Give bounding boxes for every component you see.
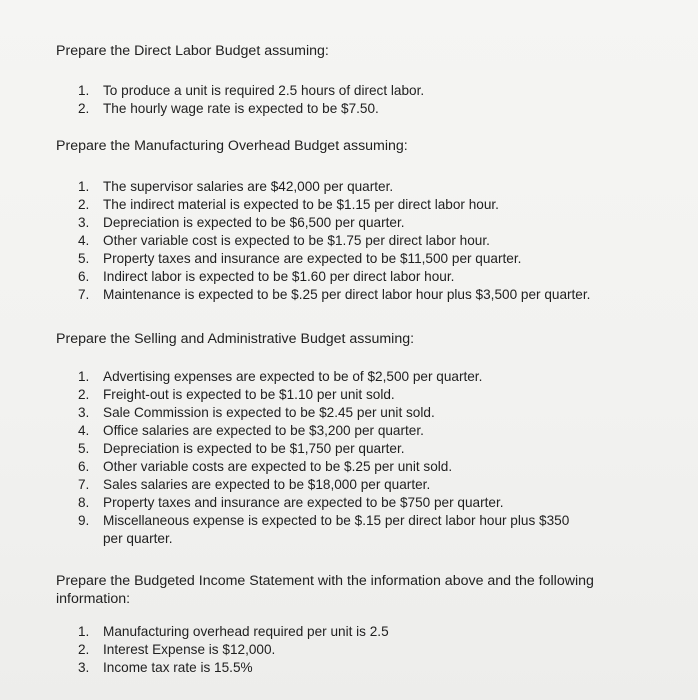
list-item — [78, 82, 424, 100]
item-text: The hourly wage rate is expected to be $7.50. — [103, 101, 379, 116]
item-text: Manufacturing overhead required per unit is 2.5 — [103, 624, 389, 639]
item-text: Advertising expenses are expected to be of $2,500 per quarter. — [103, 369, 483, 384]
direct-labor-heading: Prepare the Direct Labor Budget assuming: — [56, 43, 329, 59]
item-text: Sale Commission is expected to be $2.45 per unit sold. — [103, 405, 435, 420]
item-text: Depreciation is expected to be $6,500 per quarter. — [103, 215, 405, 230]
income-statement-list — [78, 623, 389, 677]
item-text: Maintenance is expected to be $.25 per direct labor hour plus $3,500 per quarter. — [103, 287, 591, 302]
income-statement-heading: Prepare the Budgeted Income Statement with the information above and the following information: — [56, 573, 594, 607]
item-number: 5. — [78, 251, 90, 266]
item-text: Indirect labor is expected to be $1.60 per direct labor hour. — [103, 269, 455, 284]
list-item — [78, 286, 590, 304]
list-item — [78, 623, 389, 641]
item-text: The indirect material is expected to be $1.15 per direct labor hour. — [103, 197, 499, 212]
item-number: 2. — [78, 387, 90, 402]
item-text: Office salaries are expected to be $3,200 per quarter. — [103, 423, 424, 438]
direct-labor-list — [78, 82, 424, 118]
list-item — [78, 214, 590, 232]
item-text: Depreciation is expected to be $1,750 per quarter. — [103, 441, 405, 456]
list-item — [78, 494, 583, 512]
item-number: 3. — [78, 660, 90, 675]
item-text: Interest Expense is $12,000. — [103, 642, 276, 657]
item-text: Property taxes and insurance are expected to be $11,500 per quarter. — [103, 251, 522, 266]
item-number: 2. — [78, 101, 90, 116]
item-text: Other variable cost is expected to be $1.75 per direct labor hour. — [103, 233, 490, 248]
item-number: 1. — [78, 369, 90, 384]
item-number: 9. — [78, 513, 90, 528]
item-number: 6. — [78, 459, 90, 474]
item-number: 5. — [78, 441, 90, 456]
item-number: 7. — [78, 287, 90, 302]
manufacturing-overhead-list — [78, 178, 590, 304]
item-text: Miscellaneous expense is expected to be $.15 per direct labor hour plus $350 per quarter. — [103, 513, 570, 546]
list-item — [78, 512, 583, 548]
item-number: 4. — [78, 233, 90, 248]
selling-admin-heading: Prepare the Selling and Administrative Budget assuming: — [56, 331, 415, 347]
item-number: 1. — [78, 179, 90, 194]
item-number: 1. — [78, 83, 90, 98]
list-item — [78, 178, 590, 196]
item-number: 7. — [78, 477, 90, 492]
list-item — [78, 232, 590, 250]
selling-admin-list — [78, 368, 583, 548]
item-number: 2. — [78, 642, 90, 657]
list-item — [78, 440, 583, 458]
list-item — [78, 268, 590, 286]
list-item — [78, 422, 583, 440]
item-text: Property taxes and insurance are expected to be $750 per quarter. — [103, 495, 504, 510]
item-text: Freight-out is expected to be $1.10 per unit sold. — [103, 387, 395, 402]
item-number: 3. — [78, 405, 90, 420]
item-number: 4. — [78, 423, 90, 438]
item-number: 1. — [78, 624, 90, 639]
list-item — [78, 659, 389, 677]
item-text: Income tax rate is 15.5% — [103, 660, 253, 675]
list-item — [78, 386, 583, 404]
item-number: 2. — [78, 197, 90, 212]
list-item — [78, 196, 590, 214]
list-item — [78, 404, 583, 422]
manufacturing-overhead-heading: Prepare the Manufacturing Overhead Budget assuming: — [56, 138, 408, 154]
item-text: Sales salaries are expected to be $18,000 per quarter. — [103, 477, 431, 492]
item-text: To produce a unit is required 2.5 hours of direct labor. — [103, 83, 425, 98]
list-item — [78, 476, 583, 494]
list-item — [78, 368, 583, 386]
item-number: 3. — [78, 215, 90, 230]
item-text: Other variable costs are expected to be $.25 per unit sold. — [103, 459, 453, 474]
list-item — [78, 458, 583, 476]
item-number: 6. — [78, 269, 90, 284]
item-number: 8. — [78, 495, 90, 510]
item-text: The supervisor salaries are $42,000 per quarter. — [103, 179, 394, 194]
list-item — [78, 100, 424, 118]
list-item — [78, 250, 590, 268]
list-item — [78, 641, 389, 659]
